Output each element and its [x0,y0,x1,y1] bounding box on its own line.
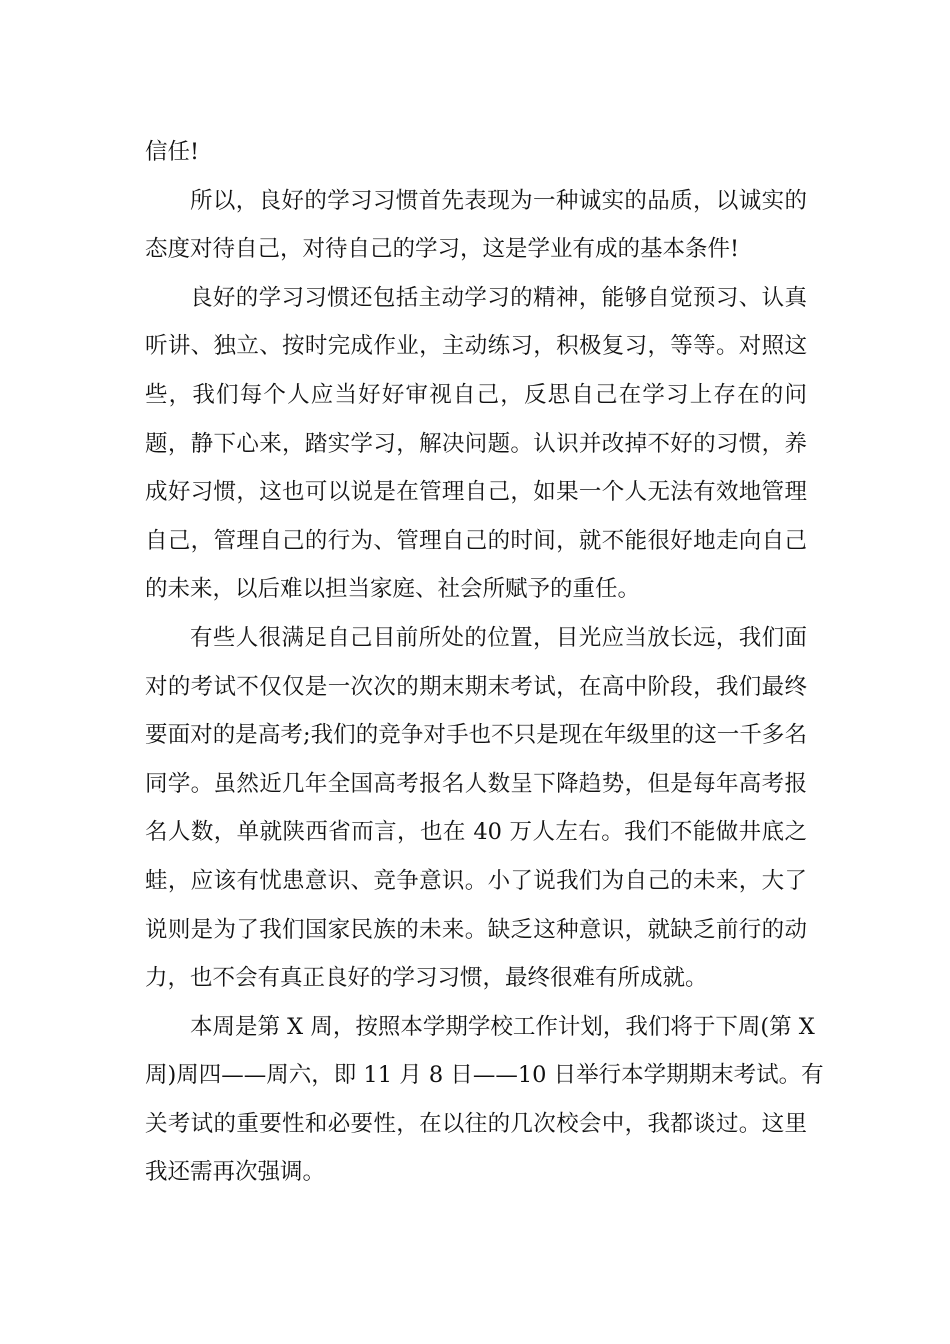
paragraph-1 [145,128,807,177]
text-line: 信任! [145,139,200,165]
text-line: 听讲、独立、按时完成作业，主动练习，积极复习，等等。对照这 [145,333,807,360]
text-line: 良好的学习习惯还包括主动学习的精神，能够自觉预习、认真 [190,284,807,311]
text-line: 我还需再次强调。 [145,1159,326,1186]
text-line: 名人数，单就陕西省而言，也在 40 万人左右。我们不能做井底之 [145,819,807,846]
text-line: 些，我们每个人应当好好审视自己，反思自己在学习上存在的问 [145,381,807,408]
text-line: 有些人很满足自己目前所处的位置，目光应当放长远，我们面 [190,624,807,651]
paragraph-4 [145,614,807,1003]
text-line: 的未来，以后难以担当家庭、社会所赋予的重任。 [145,576,641,603]
text-line: 蛙，应该有忧患意识、竞争意识。小了说我们为自己的未来，大了 [145,867,807,894]
paragraph-5 [145,1003,824,1197]
paragraph-3 [145,274,807,614]
text-line: 同学。虽然近几年全国高考报名人数呈下降趋势，但是每年高考报 [145,770,807,797]
text-line: 对的考试不仅仅是一次次的期末期末考试，在高中阶段，我们最终 [145,673,807,700]
text-line: 成好习惯，这也可以说是在管理自己，如果一个人无法有效地管理 [145,479,807,506]
document-body [145,128,824,1197]
text-line: 周)周四——周六，即 11 月 8 日——10 日举行本学期期末考试。有 [145,1062,824,1089]
text-line: 本周是第 X 周，按照本学期学校工作计划，我们将于下周(第 X [190,1013,815,1040]
text-line: 题，静下心来，踏实学习，解决问题。认识并改掉不好的习惯，养 [145,430,807,457]
text-line: 态度对待自己，对待自己的学习，这是学业有成的基本条件! [145,236,740,263]
text-line: 说则是为了我们国家民族的未来。缺乏这种意识，就缺乏前行的动 [145,916,807,943]
text-line: 要面对的是高考;我们的竞争对手也不只是现在年级里的这一千多名 [145,722,807,749]
text-line: 关考试的重要性和必要性，在以往的几次校会中，我都谈过。这里 [145,1110,807,1137]
text-line: 自己，管理自己的行为、管理自己的时间，就不能很好地走向自己 [145,527,807,554]
text-line: 力，也不会有真正良好的学习习惯，最终很难有所成就。 [145,965,708,992]
paragraph-2 [145,177,807,274]
text-line: 所以，良好的学习习惯首先表现为一种诚实的品质，以诚实的 [190,187,807,214]
